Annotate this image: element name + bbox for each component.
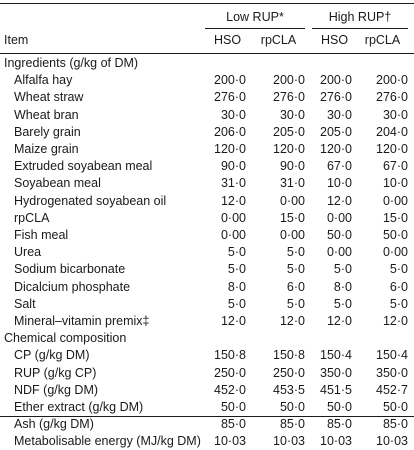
- table-row: [0, 433, 414, 450]
- table-cell: 452·0: [214, 382, 246, 397]
- table-cell: 50·0: [326, 228, 352, 242]
- table-cell: 350·0: [320, 365, 352, 380]
- table-cell: 150·8: [214, 348, 246, 363]
- row-label: Wheat bran: [14, 107, 79, 122]
- table-cell: 15·0: [382, 210, 408, 225]
- table-cell: 150·8: [273, 348, 305, 363]
- table-row: [0, 227, 414, 244]
- table-cell: 85·0: [220, 417, 246, 432]
- table-row: [0, 365, 414, 382]
- table-cell: 12·0: [382, 314, 408, 328]
- row-label: Sodium bicarbonate: [14, 262, 126, 277]
- table-cell: 150·4: [320, 348, 352, 363]
- table-cell: 276·0: [273, 90, 305, 105]
- table-cell: 451·5: [320, 382, 352, 397]
- table-cell: 30·0: [279, 107, 305, 122]
- table-cell: 10·03: [320, 434, 352, 449]
- table-row: [0, 107, 414, 124]
- table-cell: 67·0: [326, 159, 352, 174]
- row-label: Metabolisable energy (MJ/kg DM): [14, 434, 201, 449]
- table-row: [0, 416, 414, 433]
- row-label: RUP (g/kg CP): [14, 365, 97, 380]
- row-label: Hydrogenated soyabean oil: [14, 193, 167, 208]
- table-row: [0, 72, 414, 89]
- table-cell: 85·0: [326, 417, 352, 432]
- table-cell: 200·0: [273, 73, 305, 88]
- table-cell: 8·0: [333, 279, 352, 294]
- column-header-low-rpcla: rpCLA: [260, 33, 297, 47]
- table-cell: 10·03: [273, 434, 305, 449]
- table-cell: 10·03: [376, 434, 408, 449]
- table-cell: 12·0: [326, 314, 352, 328]
- row-label: Dicalcium phosphate: [14, 279, 131, 294]
- table-cell: 5·0: [286, 262, 305, 277]
- table-cell: 0·00: [220, 210, 246, 225]
- table-cell: 90·0: [220, 159, 246, 174]
- table-cell: 200·0: [376, 73, 408, 88]
- section-title: [0, 55, 414, 72]
- table-cell: 50·0: [382, 228, 408, 242]
- table-cell: 31·0: [279, 176, 305, 191]
- high-rup-underline: [312, 28, 408, 29]
- table-cell: 276·0: [214, 90, 246, 105]
- column-header-low-hso: HSO: [213, 33, 242, 47]
- row-label: CP (g/kg DM): [14, 348, 90, 363]
- table-cell: 0·00: [382, 193, 408, 208]
- table-row: [0, 124, 414, 141]
- table-cell: 0·00: [382, 245, 408, 260]
- table-row: [0, 296, 414, 313]
- group-header-high-rup: High RUP†: [328, 10, 392, 24]
- table-cell: 200·0: [214, 73, 246, 88]
- bottom-rule: [0, 416, 414, 417]
- header-rule: [0, 53, 414, 54]
- table-cell: 30·0: [220, 107, 246, 122]
- table-row: [0, 89, 414, 106]
- table-cell: 12·0: [279, 314, 305, 328]
- row-label: Ether extract (g/kg DM): [14, 400, 144, 414]
- table-cell: 85·0: [279, 417, 305, 432]
- table-row: [0, 193, 414, 210]
- row-label: Ash (g/kg DM): [14, 417, 94, 432]
- table-cell: 452·7: [376, 382, 408, 397]
- row-label: Maize grain: [14, 142, 79, 156]
- table-row: [0, 210, 414, 227]
- row-label: rpCLA: [14, 210, 50, 225]
- table-cell: 50·0: [220, 400, 246, 414]
- row-label: Alfalfa hay: [14, 73, 73, 88]
- low-rup-underline: [205, 28, 305, 29]
- table-cell: 6·0: [389, 279, 408, 294]
- table-cell: 0·00: [220, 228, 246, 242]
- table-cell: 31·0: [220, 176, 246, 191]
- table-cell: 6·0: [286, 279, 305, 294]
- table-cell: 276·0: [376, 90, 408, 105]
- table-cell: 50·0: [382, 400, 408, 414]
- table-cell: 12·0: [220, 314, 246, 328]
- table-row: [0, 399, 414, 416]
- row-label: Mineral–vitamin premix‡: [14, 314, 150, 328]
- table-cell: 120·0: [376, 142, 408, 156]
- table-cell: 205·0: [273, 124, 305, 139]
- table-cell: 10·0: [382, 176, 408, 191]
- table-cell: 50·0: [326, 400, 352, 414]
- table-cell: 85·0: [382, 417, 408, 432]
- row-label: Fish meal: [14, 228, 69, 242]
- top-rule: [0, 3, 414, 4]
- table-cell: 5·0: [286, 296, 305, 311]
- table-cell: 5·0: [333, 296, 352, 311]
- table-cell: 0·00: [326, 245, 352, 260]
- table-cell: 204·0: [376, 124, 408, 139]
- table-cell: 10·0: [326, 176, 352, 191]
- group-header-low-rup: Low RUP*: [226, 10, 284, 24]
- table-cell: 8·0: [227, 279, 246, 294]
- table-cell: 120·0: [273, 142, 305, 156]
- table-cell: 67·0: [382, 159, 408, 174]
- table-row: [0, 261, 414, 278]
- table-cell: 120·0: [320, 142, 352, 156]
- table-cell: 0·00: [326, 210, 352, 225]
- row-label: Soyabean meal: [14, 176, 101, 191]
- column-header-high-rpcla: rpCLA: [364, 33, 401, 47]
- table-row: [0, 158, 414, 175]
- table-cell: 205·0: [320, 124, 352, 139]
- table-row: [0, 347, 414, 364]
- table-cell: 10·03: [214, 434, 246, 449]
- row-label: Barely grain: [14, 124, 81, 139]
- table-cell: 90·0: [279, 159, 305, 174]
- table-cell: 12·0: [220, 193, 246, 208]
- table-cell: 5·0: [389, 296, 408, 311]
- table-row: [0, 382, 414, 399]
- table-cell: 276·0: [320, 90, 352, 105]
- table-cell: 5·0: [333, 262, 352, 277]
- table-cell: 5·0: [227, 245, 246, 260]
- item-column-header: Item: [4, 33, 29, 47]
- table-cell: 12·0: [326, 193, 352, 208]
- table-row: [0, 244, 414, 261]
- column-header-high-hso: HSO: [320, 33, 349, 47]
- row-label: NDF (g/kg DM): [14, 382, 99, 397]
- table-cell: 15·0: [279, 210, 305, 225]
- table-row: [0, 175, 414, 192]
- row-label: Wheat straw: [14, 90, 84, 105]
- section-title: [0, 330, 414, 347]
- table-cell: 453·5: [273, 382, 305, 397]
- row-label: Extruded soyabean meal: [14, 159, 153, 174]
- table-cell: 150·4: [376, 348, 408, 363]
- table-row: [0, 313, 414, 330]
- table-row: [0, 141, 414, 158]
- table-cell: 5·0: [389, 262, 408, 277]
- row-label: Salt: [14, 296, 36, 311]
- row-label: Urea: [14, 245, 42, 260]
- table-cell: 0·00: [279, 228, 305, 242]
- section-title-label: Ingredients (g/kg of DM): [4, 56, 139, 70]
- table-row: [0, 279, 414, 296]
- table-cell: 0·00: [279, 193, 305, 208]
- table-cell: 30·0: [382, 107, 408, 122]
- table-cell: 250·0: [214, 365, 246, 380]
- table-cell: 120·0: [214, 142, 246, 156]
- table-cell: 206·0: [214, 124, 246, 139]
- table-cell: 5·0: [286, 245, 305, 260]
- table-cell: 5·0: [227, 262, 246, 277]
- table-cell: 350·0: [376, 365, 408, 380]
- table-cell: 250·0: [273, 365, 305, 380]
- table-cell: 200·0: [320, 73, 352, 88]
- table-cell: 5·0: [227, 296, 246, 311]
- table-cell: 50·0: [279, 400, 305, 414]
- section-title-label: Chemical composition: [4, 331, 127, 346]
- table-cell: 30·0: [326, 107, 352, 122]
